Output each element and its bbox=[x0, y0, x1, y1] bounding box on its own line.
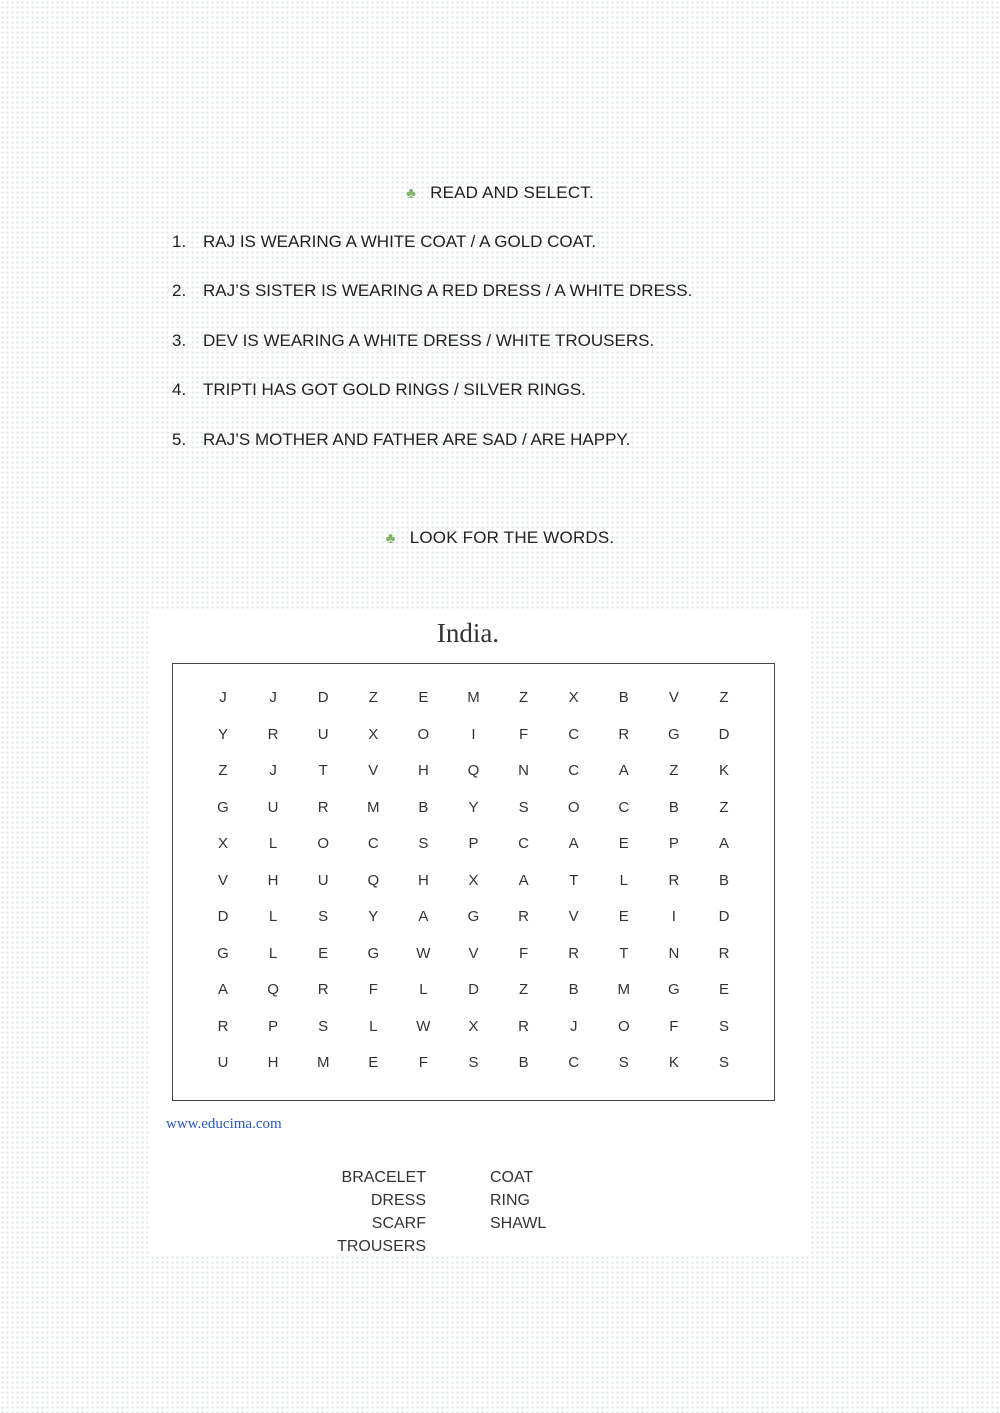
grid-letter[interactable]: G bbox=[668, 981, 680, 998]
sentence-number: 1. bbox=[172, 232, 187, 251]
grid-letter[interactable]: H bbox=[267, 1054, 279, 1071]
grid-letter[interactable]: B bbox=[518, 1054, 529, 1071]
grid-letter[interactable]: X bbox=[217, 835, 228, 852]
word-item: SCARF bbox=[371, 1215, 426, 1232]
grid-letter[interactable]: Z bbox=[719, 798, 729, 816]
sentence-number: 5. bbox=[172, 429, 187, 449]
sentence-text[interactable]: RAJ’S MOTHER AND FATHER ARE SAD / ARE HAPPY. bbox=[203, 429, 631, 449]
grid-letter[interactable]: A bbox=[518, 871, 529, 889]
grid-letter[interactable]: P bbox=[468, 835, 479, 852]
grid-letter[interactable]: L bbox=[619, 871, 628, 889]
grid-letter[interactable]: T bbox=[318, 762, 328, 779]
grid-letter[interactable]: S bbox=[718, 1017, 729, 1035]
grid-letter[interactable]: F bbox=[418, 1054, 428, 1071]
grid-letter[interactable]: Z bbox=[519, 981, 529, 998]
grid-letter[interactable]: S bbox=[318, 1017, 329, 1035]
grid-letter[interactable]: G bbox=[467, 908, 480, 925]
sentence-text[interactable]: RAJ’S SISTER IS WEARING A RED DRESS / A WHITE DRESS. bbox=[203, 281, 693, 301]
grid-letter[interactable]: M bbox=[467, 689, 480, 706]
grid-letter[interactable]: Z bbox=[519, 689, 529, 706]
grid-letter[interactable]: E bbox=[318, 944, 329, 962]
grid-letter[interactable]: C bbox=[568, 762, 580, 779]
grid-letter[interactable]: F bbox=[368, 981, 378, 998]
grid-letter[interactable]: N bbox=[668, 944, 680, 962]
grid-letter[interactable]: V bbox=[668, 689, 679, 706]
grid-letter[interactable]: B bbox=[668, 798, 679, 816]
grid-letter[interactable]: L bbox=[419, 981, 428, 998]
section-heading-read-and-select bbox=[0, 183, 1000, 203]
grid-letter[interactable]: Z bbox=[669, 762, 679, 779]
grid-letter[interactable]: H bbox=[417, 871, 429, 889]
sentence-number: 4. bbox=[172, 380, 187, 400]
grid-letter[interactable]: A bbox=[418, 908, 429, 925]
puzzle-title: India. bbox=[436, 618, 500, 648]
grid-letter[interactable]: L bbox=[268, 835, 278, 852]
grid-letter[interactable]: Y bbox=[368, 908, 379, 925]
grid-letter[interactable]: L bbox=[268, 908, 278, 925]
grid-letter[interactable]: X bbox=[568, 689, 579, 706]
grid-letter[interactable]: A bbox=[618, 762, 629, 779]
grid-letter[interactable]: S bbox=[718, 1054, 729, 1071]
grid-letter[interactable]: J bbox=[269, 689, 277, 706]
grid-letter[interactable]: I bbox=[671, 908, 676, 925]
grid-letter[interactable]: A bbox=[217, 981, 228, 998]
letter-grid bbox=[172, 663, 775, 1101]
grid-letter[interactable]: R bbox=[518, 908, 530, 925]
grid-letter[interactable]: Z bbox=[218, 762, 228, 779]
grid-letter[interactable]: S bbox=[468, 1054, 479, 1071]
grid-letter[interactable]: T bbox=[619, 944, 629, 962]
grid-letter[interactable]: J bbox=[569, 1017, 578, 1035]
sentence-text[interactable]: DEV IS WEARING A WHITE DRESS / WHITE TROUSERS. bbox=[203, 330, 655, 350]
word-item: TROUSERS bbox=[337, 1238, 426, 1255]
grid-letter[interactable]: T bbox=[569, 871, 579, 889]
grid-letter[interactable]: U bbox=[217, 1054, 229, 1071]
grid-letter[interactable]: R bbox=[317, 981, 329, 998]
grid-letter[interactable]: A bbox=[718, 835, 729, 852]
grid-letter[interactable]: E bbox=[718, 981, 729, 998]
word-item: RING bbox=[490, 1192, 530, 1209]
grid-letter[interactable]: F bbox=[519, 725, 529, 743]
grid-letter[interactable]: C bbox=[618, 798, 630, 816]
clover-icon: ♣ bbox=[406, 185, 417, 202]
grid-letter[interactable]: E bbox=[618, 908, 629, 925]
grid-letter[interactable]: O bbox=[617, 1017, 630, 1035]
word-list-right bbox=[490, 1166, 546, 1235]
sentence-number: 2. bbox=[172, 281, 187, 301]
word-item: BRACELET bbox=[341, 1169, 426, 1186]
grid-letter[interactable]: M bbox=[367, 798, 380, 816]
grid-letter[interactable]: D bbox=[217, 908, 229, 925]
grid-letter[interactable]: Q bbox=[267, 981, 279, 998]
grid-letter[interactable]: W bbox=[416, 944, 431, 962]
grid-letter[interactable]: R bbox=[518, 1017, 530, 1035]
grid-letter[interactable]: G bbox=[217, 944, 229, 962]
grid-letter[interactable]: X bbox=[468, 871, 479, 889]
grid-letter[interactable]: C bbox=[518, 835, 530, 852]
sentence-number: 3. bbox=[172, 330, 187, 350]
grid-letter[interactable]: O bbox=[567, 798, 580, 816]
sentence-item bbox=[172, 331, 692, 380]
sentence-text[interactable]: TRIPTI HAS GOT GOLD RINGS / SILVER RINGS. bbox=[203, 380, 586, 400]
sentence-item bbox=[172, 232, 692, 281]
grid-letter[interactable]: G bbox=[367, 944, 380, 962]
grid-letter[interactable]: L bbox=[268, 944, 278, 962]
grid-letter[interactable]: D bbox=[468, 981, 479, 998]
grid-letter[interactable]: R bbox=[618, 725, 630, 743]
word-item: SHAWL bbox=[490, 1215, 547, 1232]
grid-letter[interactable]: V bbox=[468, 944, 479, 962]
sentence-text[interactable]: RAJ IS WEARING A WHITE COAT / A GOLD COAT. bbox=[203, 232, 596, 251]
grid-letter[interactable]: K bbox=[668, 1054, 679, 1071]
grid-letter[interactable]: J bbox=[269, 762, 277, 779]
grid-letter[interactable]: H bbox=[267, 871, 279, 889]
grid-letter[interactable]: E bbox=[368, 1054, 379, 1071]
grid-letter[interactable]: H bbox=[417, 762, 429, 779]
grid-letter[interactable]: J bbox=[219, 689, 227, 706]
clover-icon: ♣ bbox=[385, 530, 396, 547]
grid-letter[interactable]: C bbox=[568, 725, 580, 743]
grid-letter[interactable]: D bbox=[718, 725, 730, 743]
grid-letter[interactable]: R bbox=[317, 798, 329, 816]
grid-letter[interactable]: Z bbox=[368, 689, 378, 706]
grid-letter[interactable]: C bbox=[367, 835, 379, 852]
grid-letter[interactable]: W bbox=[416, 1017, 431, 1035]
grid-letter[interactable]: R bbox=[217, 1017, 229, 1035]
grid-letter[interactable]: F bbox=[669, 1017, 679, 1035]
grid-letter[interactable]: C bbox=[568, 1054, 580, 1071]
grid-letter[interactable]: I bbox=[471, 725, 476, 743]
grid-letter[interactable]: B bbox=[718, 871, 729, 889]
word-list-left bbox=[288, 1166, 426, 1258]
grid-letter[interactable]: D bbox=[718, 908, 730, 925]
grid-letter[interactable]: U bbox=[267, 798, 279, 816]
grid-letter[interactable]: P bbox=[268, 1017, 279, 1035]
grid-letter[interactable]: E bbox=[618, 835, 629, 852]
grid-letter[interactable]: S bbox=[418, 835, 429, 852]
grid-letter[interactable]: Y bbox=[217, 725, 228, 743]
grid-letter[interactable]: P bbox=[668, 835, 679, 852]
section-title: READ AND SELECT. bbox=[430, 183, 594, 202]
grid-letter[interactable]: L bbox=[369, 1017, 378, 1035]
section-title: LOOK FOR THE WORDS. bbox=[409, 528, 615, 547]
grid-letter[interactable]: Q bbox=[467, 762, 480, 779]
grid-letter[interactable]: S bbox=[618, 1054, 629, 1071]
grid-letter[interactable]: V bbox=[368, 762, 379, 779]
grid-letter[interactable]: G bbox=[217, 798, 229, 816]
grid-letter[interactable]: N bbox=[518, 762, 530, 779]
grid-letter[interactable]: S bbox=[518, 798, 529, 816]
grid-letter[interactable]: O bbox=[417, 725, 430, 743]
grid-letter[interactable]: R bbox=[668, 871, 680, 889]
sentence-item bbox=[172, 281, 692, 330]
section-heading-look-for-words bbox=[0, 528, 1000, 548]
word-search-puzzle bbox=[148, 610, 810, 1256]
grid-letter[interactable]: R bbox=[718, 944, 730, 962]
grid-letter[interactable]: X bbox=[368, 725, 379, 743]
grid-letter[interactable]: A bbox=[568, 835, 579, 852]
grid-letter[interactable]: R bbox=[568, 944, 580, 962]
grid-letter[interactable]: V bbox=[568, 908, 579, 925]
grid-letter[interactable]: V bbox=[217, 871, 228, 889]
grid-letter[interactable]: S bbox=[318, 908, 329, 925]
sentence-list bbox=[172, 232, 692, 479]
grid-letter[interactable]: U bbox=[317, 725, 329, 743]
grid-letter[interactable]: D bbox=[317, 689, 329, 706]
grid-letter[interactable]: G bbox=[668, 725, 680, 743]
sentence-item bbox=[172, 430, 692, 479]
grid-letter[interactable]: U bbox=[317, 871, 329, 889]
source-url[interactable]: www.educima.com bbox=[166, 1116, 282, 1132]
sentence-item bbox=[172, 380, 692, 429]
grid-letter[interactable]: E bbox=[418, 689, 429, 706]
grid-letter[interactable]: F bbox=[519, 944, 529, 962]
grid-letter[interactable]: X bbox=[468, 1017, 479, 1035]
grid-letter[interactable]: M bbox=[617, 981, 631, 998]
grid-letter[interactable]: B bbox=[418, 798, 429, 816]
grid-letter[interactable]: Q bbox=[367, 871, 380, 889]
grid-letter[interactable]: K bbox=[718, 762, 729, 779]
grid-letter[interactable]: M bbox=[316, 1054, 330, 1071]
grid-letter[interactable]: R bbox=[267, 725, 279, 743]
word-item: COAT bbox=[490, 1169, 534, 1186]
grid-letter[interactable]: Y bbox=[468, 798, 479, 816]
grid-letter[interactable]: O bbox=[317, 835, 330, 852]
grid-letter[interactable]: Z bbox=[719, 689, 729, 706]
word-item: DRESS bbox=[370, 1192, 426, 1209]
grid-letter[interactable]: B bbox=[618, 689, 629, 706]
grid-letter[interactable]: B bbox=[568, 981, 579, 998]
